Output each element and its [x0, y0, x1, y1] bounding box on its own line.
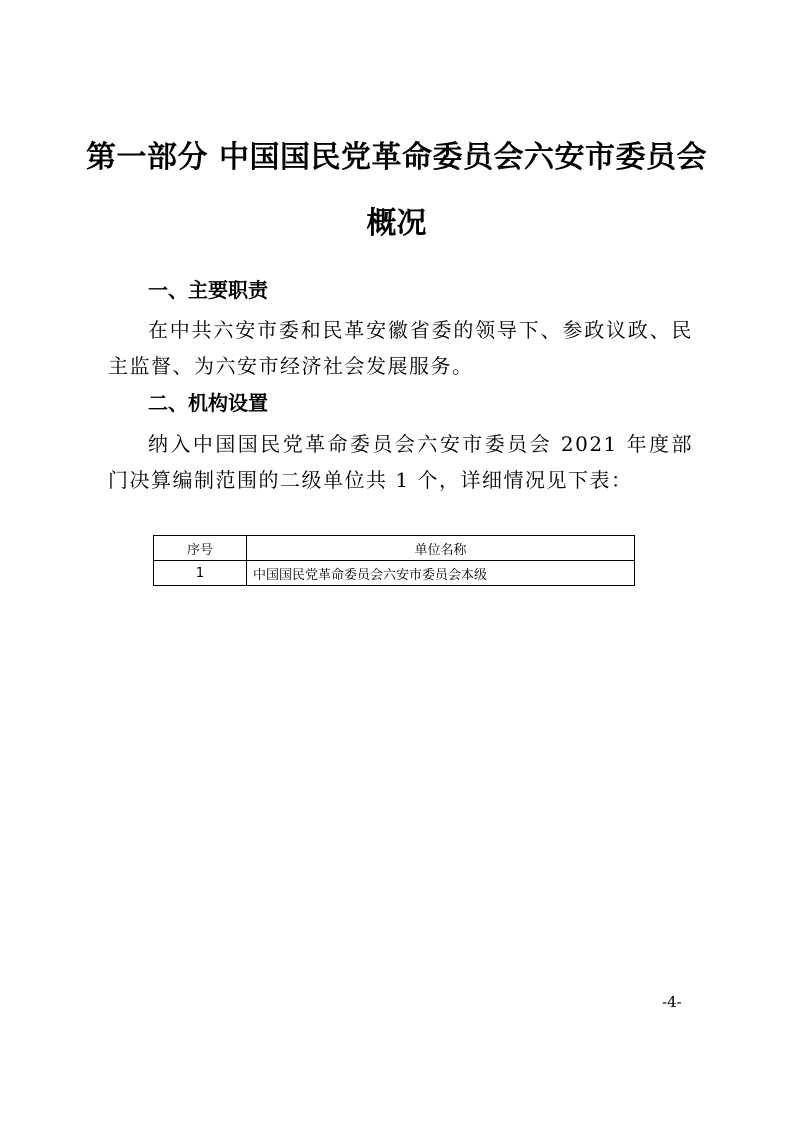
page-title: 第一部分 中国国民党革命委员会六安市委员会	[86, 140, 707, 175]
responsibilities-paragraph: 在中共六安市委和民革安徽省委的领导下、参政议政、民主监督、为六安市经济社会发展服务。	[108, 318, 693, 378]
organization-paragraph: 纳入中国国民党革命委员会六安市委员会 2021 年度部门决算编制范围的二级单位共 1 个，详细情况见下表：	[108, 432, 693, 492]
page-number: -4-	[662, 993, 682, 1011]
table-header-row	[154, 536, 635, 561]
section-heading-responsibilities: 一、主要职责	[148, 278, 268, 302]
column-header-unit-name: 单位名称	[247, 536, 635, 561]
cell-unit-name: 中国国民党革命委员会六安市委员会本级	[247, 561, 635, 586]
column-header-sequence: 序号	[154, 536, 247, 561]
page-title-continued: 概况	[366, 206, 427, 241]
cell-sequence: 1	[154, 561, 247, 586]
table-row	[154, 561, 635, 586]
units-table	[153, 535, 635, 586]
section-heading-organization: 二、机构设置	[148, 391, 268, 415]
